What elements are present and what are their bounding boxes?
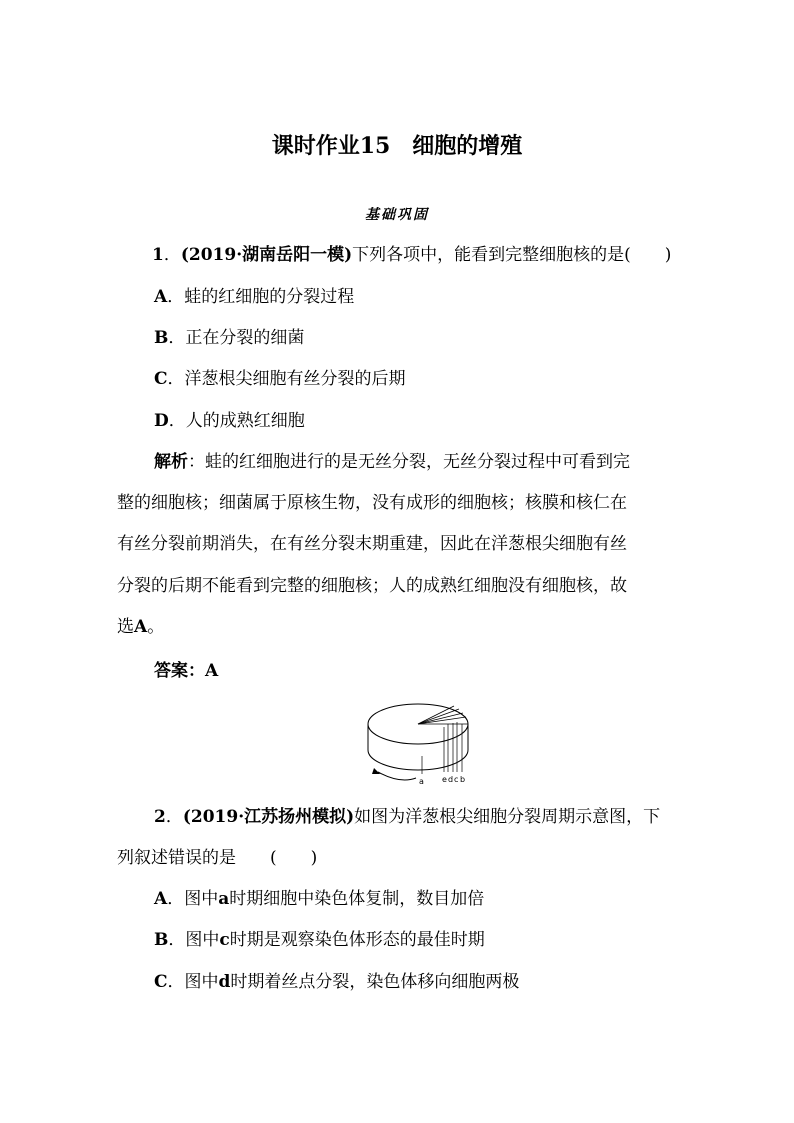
question-text: 如图为洋葱根尖细胞分裂周期示意图，下 (354, 807, 661, 827)
figure-label-a: a (419, 777, 424, 786)
analysis-line-1: 解析：蛙的红细胞进行的是无丝分裂，无丝分裂过程中可看到完 (154, 452, 630, 472)
analysis-line-5: 选A。 (117, 617, 165, 637)
option-d: D．人的成熟红细胞 (154, 411, 305, 431)
question-number: 2 (154, 807, 166, 827)
question-2-stem-line2: 列叙述错误的是 ( ) (117, 848, 318, 868)
direction-arc (378, 772, 416, 780)
q2-option-c: C．图中d时期着丝点分裂，染色体移向细胞两极 (154, 972, 520, 992)
question-number: 1 (152, 245, 164, 265)
answer-line (154, 660, 218, 682)
option-b: B．正在分裂的细菌 (154, 328, 305, 348)
q2-option-b: B．图中c时期是观察染色体形态的最佳时期 (154, 930, 485, 950)
analysis-line-3: 有丝分裂前期消失，在有丝分裂末期重建，因此在洋葱根尖细胞有丝 (117, 534, 627, 554)
figure-label-d: d (448, 775, 454, 784)
section-heading: 基础巩固 (365, 207, 429, 223)
analysis-label: 解析 (154, 452, 188, 472)
figure-label-e: e (442, 775, 447, 784)
option-a: A．蛙的红细胞的分裂过程 (154, 287, 355, 307)
question-text: 下列各项中，能看到完整细胞核的是( ) (352, 245, 672, 265)
answer-value: A (205, 661, 219, 681)
question-1-stem: 1．(2019·湖南岳阳一模)下列各项中，能看到完整细胞核的是( ) (152, 245, 672, 265)
question-source: (2019·江苏扬州模拟) (182, 807, 355, 827)
question-2-stem: 2．(2019·江苏扬州模拟)如图为洋葱根尖细胞分裂周期示意图，下 (154, 807, 661, 827)
question-source: (2019·湖南岳阳一模) (180, 245, 353, 265)
analysis-line-2: 整的细胞核；细菌属于原核生物，没有成形的细胞核；核膜和核仁在 (117, 493, 627, 513)
option-c: C．洋葱根尖细胞有丝分裂的后期 (154, 369, 406, 389)
q2-option-a: A．图中a时期细胞中染色体复制，数目加倍 (154, 889, 485, 909)
figure-label-c: c (454, 775, 459, 784)
answer-label: 答案： (154, 661, 205, 681)
figure-label-b: b (460, 775, 466, 784)
cell-cycle-diagram (360, 696, 480, 788)
analysis-line-4: 分裂的后期不能看到完整的细胞核；人的成熟红细胞没有细胞核，故 (117, 576, 627, 596)
page-title: 课时作业15 细胞的增殖 (271, 133, 523, 159)
